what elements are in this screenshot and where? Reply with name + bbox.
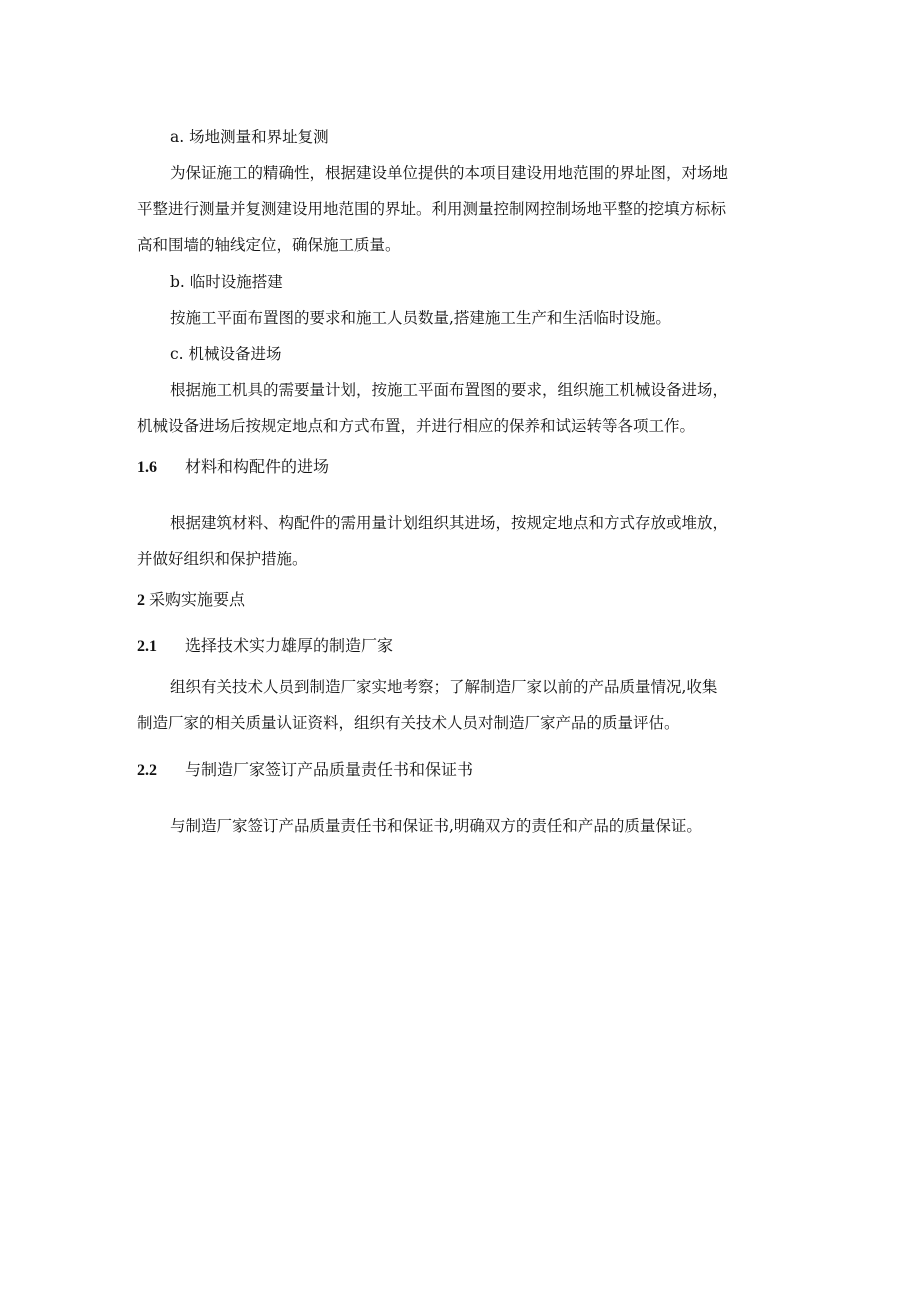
section-1-6-number: 1.6 <box>137 459 157 476</box>
section-2-1-heading <box>137 636 393 657</box>
section-1-6-body-line-1: 根据建筑材料、构配件的需用量计划组织其进场，按规定地点和方式存放或堆放， <box>170 514 729 532</box>
section-2-2-body-line-1: 与制造厂家签订产品质量责任书和保证书,明确双方的责任和产品的质量保证。 <box>170 817 702 835</box>
section-2-2-number: 2.2 <box>137 762 157 779</box>
section-2-1-body-line-2: 制造厂家的相关质量认证资料，组织有关技术人员对制造厂家产品的质量评估。 <box>137 714 680 732</box>
item-a-body-line-2: 平整进行测量并复测建设用地范围的界址。利用测量控制网控制场地平整的挖填方标标 <box>137 200 727 218</box>
item-b-title: b. 临时设施搭建 <box>170 273 283 291</box>
section-2-2-title: 与制造厂家签订产品质量责任书和保证书 <box>185 760 474 779</box>
section-1-6-body-line-2: 并做好组织和保护措施。 <box>137 550 308 568</box>
item-c-title: c. 机械设备进场 <box>170 345 282 363</box>
section-2-number: 2 <box>137 592 145 609</box>
section-1-6-title: 材料和构配件的进场 <box>185 457 330 476</box>
section-2-heading <box>137 590 245 611</box>
section-2-1-number: 2.1 <box>137 638 157 655</box>
item-a-body-line-3: 高和围墙的轴线定位，确保施工质量。 <box>137 236 401 254</box>
item-a-title: a. 场地测量和界址复测 <box>170 128 329 146</box>
section-2-1-body-line-1: 组织有关技术人员到制造厂家实地考察；了解制造厂家以前的产品质量情况,收集 <box>170 678 718 696</box>
section-2-title: 采购实施要点 <box>149 590 246 609</box>
item-c-body-line-2: 机械设备进场后按规定地点和方式布置，并进行相应的保养和试运转等各项工作。 <box>137 417 696 435</box>
section-2-2-heading <box>137 760 473 781</box>
item-b-body-line-1: 按施工平面布置图的要求和施工人员数量,搭建施工生产和生活临时设施。 <box>170 309 671 327</box>
item-c-body-line-1: 根据施工机具的需要量计划，按施工平面布置图的要求，组织施工机械设备进场， <box>170 381 729 399</box>
section-2-1-title: 选择技术实力雄厚的制造厂家 <box>185 636 394 655</box>
item-a-body-line-1: 为保证施工的精确性，根据建设单位提供的本项目建设用地范围的界址图，对场地 <box>170 164 729 182</box>
section-1-6-heading <box>137 457 329 478</box>
